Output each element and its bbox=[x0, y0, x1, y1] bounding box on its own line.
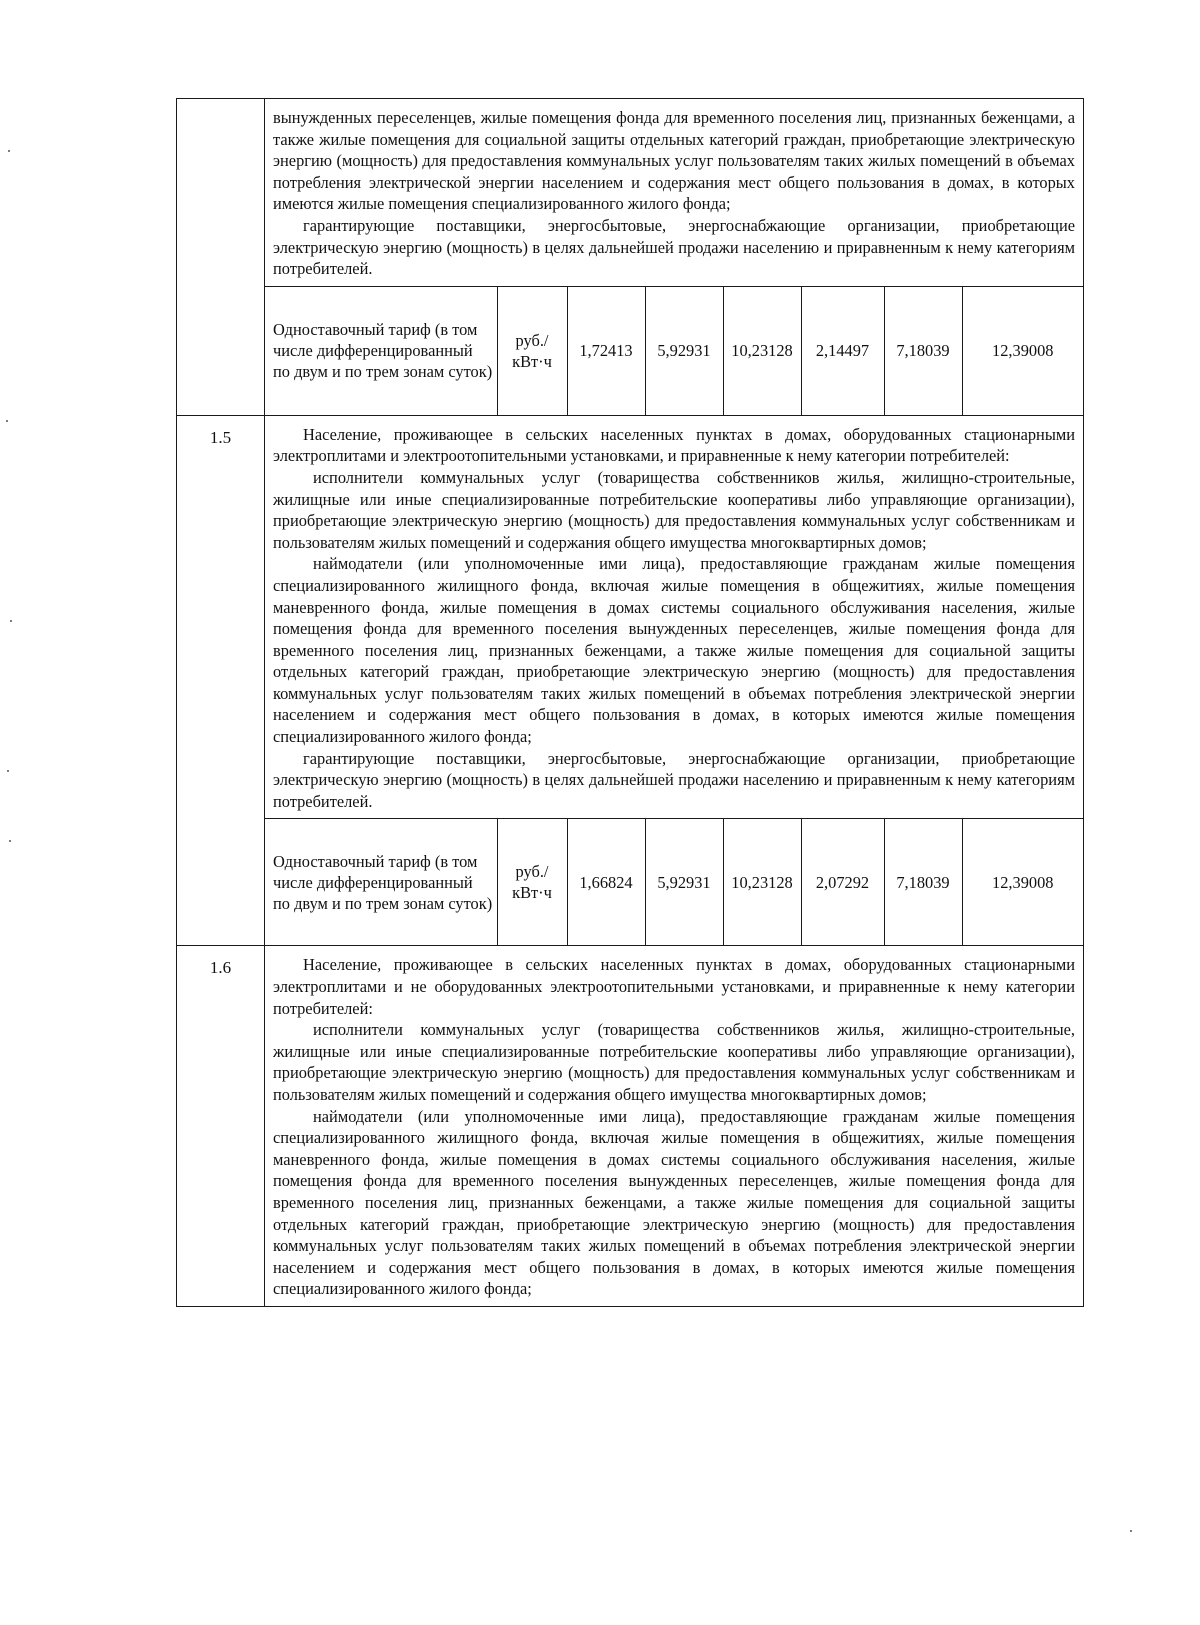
tariff-value: 5,92931 bbox=[645, 819, 723, 945]
tariff-values-table bbox=[265, 819, 1083, 945]
tariff-row bbox=[265, 819, 1083, 945]
scan-speck bbox=[6, 420, 8, 422]
tariff-label: Одноставочный тариф (в том числе дифференцированный по двум и по трем зонам суток) bbox=[273, 851, 493, 913]
paragraph: Население, проживающее в сельских населенных пунктах в домах, оборудованных стационарными электроплитами и электроотопительными установками, и приравненные к нему категории потребителей: bbox=[273, 424, 1075, 466]
row-description bbox=[265, 416, 1083, 819]
row-number bbox=[177, 99, 265, 416]
scan-speck bbox=[7, 770, 9, 772]
table-row bbox=[177, 99, 1084, 416]
tariff-value: 2,07292 bbox=[801, 819, 884, 945]
paragraph: гарантирующие поставщики, энергосбытовые, энергоснабжающие организации, приобретающие электрическую энергию (мощность) в целях дальнейшей продажи населению и приравненным к нему категориям потребителей. bbox=[273, 748, 1075, 811]
table-row bbox=[177, 946, 1084, 1307]
row-number: 1.6 bbox=[177, 946, 265, 1307]
tariff-value: 10,23128 bbox=[723, 287, 801, 415]
tariff-value: 5,92931 bbox=[645, 287, 723, 415]
row-description bbox=[265, 99, 1083, 286]
tariff-label: Одноставочный тариф (в том числе дифференцированный по двум и по трем зонам суток) bbox=[273, 320, 493, 382]
tariff-value: 1,72413 bbox=[567, 287, 645, 415]
row-number: 1.5 bbox=[177, 415, 265, 946]
tariff-value: 10,23128 bbox=[723, 819, 801, 945]
tariff-value: 2,14497 bbox=[801, 287, 884, 415]
tariff-value: 12,39008 bbox=[962, 287, 1083, 415]
tariff-value: 7,18039 bbox=[884, 819, 962, 945]
tariff-value: 12,39008 bbox=[962, 819, 1083, 945]
scan-speck bbox=[8, 150, 10, 152]
tariff-row bbox=[265, 287, 1083, 415]
paragraph: исполнители коммунальных услуг (товарищества собственников жилья, жилищно-строительные, жилищные или иные специализированные потребительские кооперативы либо управляющие организации), приобретающие электрическую энергию (мощность) для предоставления коммунальных услуг собственникам и пользователям жилых помещений и содержания общего имущества многоквартирных домов; bbox=[273, 467, 1075, 552]
row-description bbox=[265, 946, 1083, 1306]
scan-speck bbox=[1130, 1530, 1132, 1532]
tariff-value: 7,18039 bbox=[884, 287, 962, 415]
tariff-values-table bbox=[265, 287, 1083, 415]
table-row bbox=[177, 415, 1084, 946]
tariff-unit: руб./ кВт·ч bbox=[497, 819, 567, 945]
paragraph: наймодатели (или уполномоченные ими лица), предоставляющие гражданам жилые помещения специализированного жилищного фонда, включая жилые помещения в общежитиях, жилые помещения маневренного фонда, жилые помещения в домах системы социального обслуживания населения, жилые помещения фонда для временного поселения вынужденных переселенцев, жилые помещения фонда для временного поселения лиц, признанных беженцами, а также жилые помещения для социальной защиты отдельных категорий граждан, приобретающие электрическую энергию (мощность) для предоставления коммунальных услуг пользователям таких жилых помещений в объемах потребления электрической энергии населением и содержания мест общего пользования в домах, в которых имеются жилые помещения специализированного жилого фонда; bbox=[273, 554, 1075, 747]
scan-speck bbox=[10, 620, 12, 622]
paragraph: исполнители коммунальных услуг (товарищества собственников жилья, жилищно-строительные, жилищные или иные специализированные потребительские кооперативы либо управляющие организации), приобретающие электрическую энергию (мощность) для предоставления коммунальных услуг собственникам и пользователям жилых помещений и содержания общего имущества многоквартирных домов; bbox=[273, 1020, 1075, 1104]
tariff-value: 1,66824 bbox=[567, 819, 645, 945]
paragraph: наймодатели (или уполномоченные ими лица), предоставляющие гражданам жилые помещения специализированного жилищного фонда, включая жилые помещения в общежитиях, жилые помещения маневренного фонда, жилые помещения в домах системы социального обслуживания населения, жилые помещения фонда для временного поселения вынужденных переселенцев, жилые помещения фонда для временного поселения лиц, признанных беженцами, а также жилые помещения для социальной защиты отдельных категорий граждан, приобретающие электрическую энергию (мощность) для предоставления коммунальных услуг пользователям таких жилых помещений в объемах потребления электрической энергии населением и содержания мест общего пользования в домах, в которых имеются жилые помещения специализированного жилого фонда; bbox=[273, 1106, 1075, 1299]
tariff-document-table bbox=[176, 98, 1084, 1307]
paragraph: гарантирующие поставщики, энергосбытовые, энергоснабжающие организации, приобретающие электрическую энергию (мощность) в целях дальнейшей продажи населению и приравненным к нему категориям потребителей. bbox=[273, 215, 1075, 279]
paragraph: Население, проживающее в сельских населенных пунктах в домах, оборудованных стационарными электроплитами и не оборудованных электроотопительными установками, и приравненные к нему категории потребителей: bbox=[273, 955, 1075, 1018]
scan-speck bbox=[9, 840, 11, 842]
tariff-unit: руб./ кВт·ч bbox=[497, 287, 567, 415]
paragraph: вынужденных переселенцев, жилые помещения фонда для временного поселения лиц, признанных беженцами, а также жилые помещения для социальной защиты отдельных категорий граждан, приобретающие электрическую энергию (мощность) для предоставления коммунальных услуг пользователям таких жилых помещений в объемах потребления электрической энергии населением и содержания мест общего пользования в домах, в которых имеются жилые помещения специализированного жилого фонда; bbox=[273, 108, 1075, 214]
